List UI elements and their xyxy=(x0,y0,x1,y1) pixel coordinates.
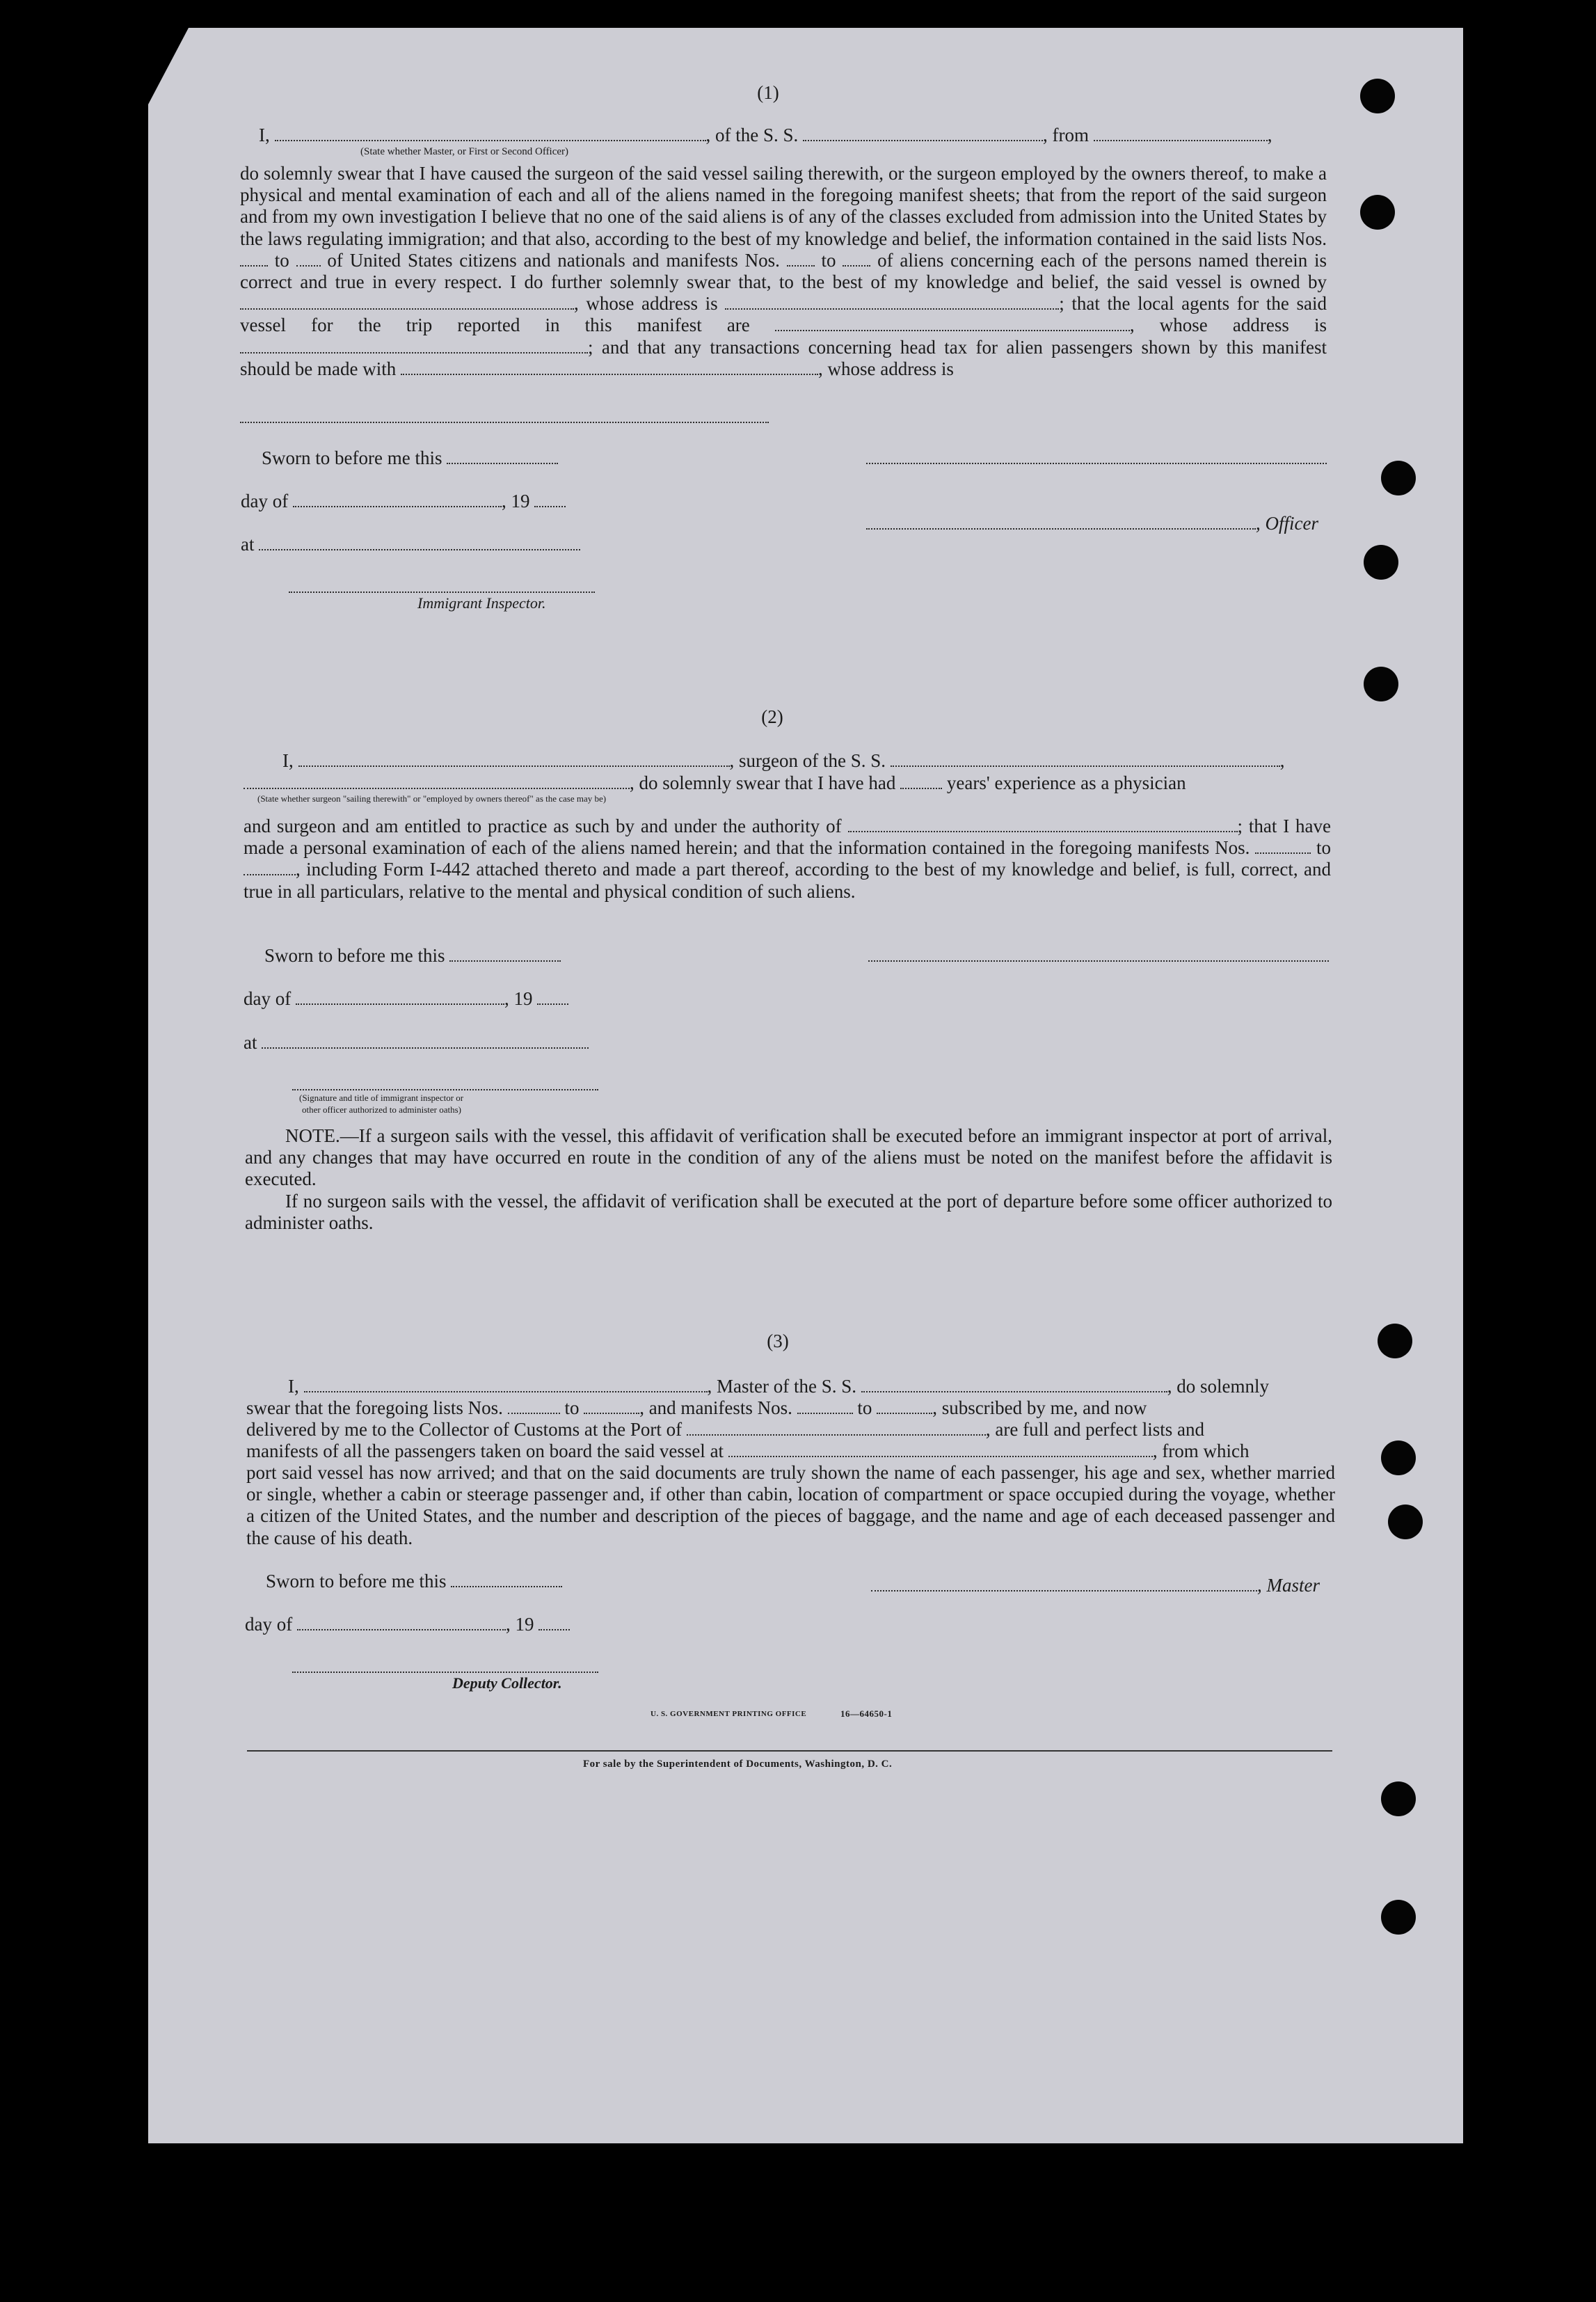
footer-rule xyxy=(247,1750,1332,1752)
officer-rank-caption: (State whether Master, or First or Second Officer) xyxy=(360,146,569,157)
section-3-line-3: delivered by me to the Collector of Customs at the Port of , are full and perfect lists and xyxy=(246,1419,1205,1440)
section-2-heading: (2) xyxy=(761,706,783,727)
sworn-line: Sworn to before me this xyxy=(262,447,558,468)
surgeon-status-field[interactable] xyxy=(244,775,630,789)
day-of-field[interactable] xyxy=(293,493,502,507)
boarding-port-field[interactable] xyxy=(728,1443,1153,1457)
s3-manifests-to-field[interactable] xyxy=(877,1400,932,1414)
at-line: at xyxy=(241,534,580,555)
section-2-body: and surgeon and am entitled to practice as such by and under the authority of ; that I have made a personal examination of each of the aliens named herein; and that the information contained in the foregoing manifests Nos. to , including Form I-442 attached thereto and made a part thereof, according to the best of my knowledge and belief, is full, correct, and true in all particulars, relative to the mental and physical condition of such aliens. xyxy=(244,816,1332,902)
officer-name-field[interactable] xyxy=(275,127,706,141)
officer-signature-line[interactable] xyxy=(866,463,1327,464)
master-signature-field[interactable] xyxy=(871,1578,1257,1591)
surgeon-status-caption: (State whether surgeon "sailing therewith" or "employed by owners thereof" as the case may be) xyxy=(257,793,607,804)
punch-hole xyxy=(1381,1900,1416,1935)
master-name-field[interactable] xyxy=(304,1379,708,1392)
vessel-name-field[interactable] xyxy=(803,127,1043,141)
surgeon-name-field[interactable] xyxy=(298,753,730,767)
section-3-line-1: I, , Master of the S. S. , do solemnly xyxy=(288,1376,1269,1397)
s2-at-line: at xyxy=(244,1032,589,1053)
s2-at-place-field[interactable] xyxy=(262,1035,589,1049)
punch-hole xyxy=(1381,1440,1416,1475)
s3-lists-to-field[interactable] xyxy=(584,1400,639,1414)
s3-day-of-line: day of , 19 xyxy=(245,1614,570,1635)
from-port-field[interactable] xyxy=(1094,127,1268,141)
s2-day-of-field[interactable] xyxy=(296,991,504,1005)
year-field[interactable] xyxy=(534,493,566,507)
s3-year-field[interactable] xyxy=(538,1617,570,1630)
punch-hole xyxy=(1381,1781,1416,1816)
s2-sworn-line: Sworn to before me this xyxy=(264,945,561,966)
agents-address-field[interactable] xyxy=(240,340,588,354)
lists-from-field[interactable] xyxy=(240,253,268,267)
s2-sworn-date-field[interactable] xyxy=(449,948,561,962)
years-experience-field[interactable] xyxy=(900,775,942,789)
s2-manifests-from-field[interactable] xyxy=(1255,840,1311,854)
s2-manifests-to-field[interactable] xyxy=(244,862,296,875)
punch-hole xyxy=(1381,461,1416,495)
lists-to-field[interactable] xyxy=(296,253,321,267)
owner-field[interactable] xyxy=(240,296,574,310)
collector-port-field[interactable] xyxy=(687,1422,986,1436)
punch-hole xyxy=(1360,195,1395,230)
section-3-line-4: manifests of all the passengers taken on board the said vessel at , from which xyxy=(246,1440,1250,1461)
punch-hole xyxy=(1360,79,1395,113)
section-2-line-1: I, , surgeon of the S. S. , xyxy=(282,750,1285,771)
signature-caption-1: (Signature and title of immigrant inspector or xyxy=(299,1093,464,1103)
note-paragraph: NOTE.—If a surgeon sails with the vessel, this affidavit of verification shall be executed before an immigrant inspector at port of arrival, and any changes that may have occurred en route in the condition of any of the aliens must be noted on the manifest before the affidavit is executed. xyxy=(245,1125,1332,1190)
officer-signature-label: , Officer xyxy=(866,513,1318,534)
manifests-to-field[interactable] xyxy=(843,253,870,267)
immigrant-inspector-label: Immigrant Inspector. xyxy=(417,594,546,612)
punch-hole xyxy=(1364,667,1398,701)
s3-lists-from-field[interactable] xyxy=(508,1400,560,1414)
s3-day-of-field[interactable] xyxy=(297,1617,506,1630)
section-2-line-2: , do solemnly swear that I have had years' experience as a physician xyxy=(244,772,1186,793)
punch-hole xyxy=(1364,545,1398,580)
surgeon-signature-line[interactable] xyxy=(868,960,1329,962)
s3-vessel-field[interactable] xyxy=(861,1379,1167,1392)
for-sale-notice: For sale by the Superintendent of Documents, Washington, D. C. xyxy=(583,1759,893,1770)
master-signature-label: , Master xyxy=(871,1575,1320,1596)
s2-day-of-line: day of , 19 xyxy=(244,988,568,1009)
officer-name-line[interactable] xyxy=(866,516,1256,530)
section-3-heading: (3) xyxy=(767,1331,789,1351)
owner-address-field[interactable] xyxy=(725,296,1059,310)
signature-caption-2: other officer authorized to administer oaths) xyxy=(302,1104,461,1115)
s2-inspector-signature-line[interactable] xyxy=(292,1089,598,1090)
deputy-collector-label: Deputy Collector. xyxy=(452,1674,562,1692)
printing-office-imprint: U. S. GOVERNMENT PRINTING OFFICE xyxy=(651,1710,807,1718)
punch-hole xyxy=(1378,1324,1412,1358)
s3-sworn-date-field[interactable] xyxy=(451,1573,562,1587)
head-tax-address-field[interactable] xyxy=(240,422,769,423)
surgeon-vessel-field[interactable] xyxy=(891,753,1280,767)
section-1-line-1: I, , of the S. S. , from , xyxy=(259,125,1272,145)
section-1-heading: (1) xyxy=(757,82,779,103)
head-tax-agent-field[interactable] xyxy=(401,361,818,375)
section-1-body: do solemnly swear that I have caused the surgeon of the said vessel sailing therewith, or the surgeon employed by the owners thereof, to make a physical and mental examination of each and all of the aliens named in the foregoing manifest sheets; that from the report of the said surgeon and from my own investigation I believe that no one of the said aliens is of any of the classes excluded from admission into the United States by the laws regulating immigration; and that also, according to the best of my knowledge and belief, the information contained in the said lists Nos. to of United States citizens and nationals and manifests Nos. to of aliens concerning each of the persons named therein is correct and true in every respect. I do further solemnly swear that, to the best of my knowledge and belief, the said vessel is owned by , whose address is ; that the local agents for the said vessel for the trip reported in this manifest are , whose address is ; and that any transactions concerning head tax for alien passengers shown by this manifest should be made with , whose address is xyxy=(240,163,1327,379)
section-3-line-2: swear that the foregoing lists Nos. to , and manifests Nos. to , subscribed by me, and now xyxy=(246,1397,1147,1418)
day-of-line: day of , 19 xyxy=(241,491,566,511)
note-paragraph-2: If no surgeon sails with the vessel, the affidavit of verification shall be executed at the port of departure before some officer authorized to administer oaths. xyxy=(245,1191,1332,1234)
s3-manifests-from-field[interactable] xyxy=(797,1400,853,1414)
form-code: 16—64650-1 xyxy=(840,1708,893,1719)
sworn-date-field[interactable] xyxy=(447,450,558,464)
section-3-body: port said vessel has now arrived; and that on the said documents are truly shown the name of each passenger, his age and sex, whether married or single, whether a cabin or steerage passenger and, if other than cabin, location of compartment or space occupied during the voyage, whether a citizen of the United States, and the number and description of the pieces of baggage, and the name and age of each deceased passenger and the cause of his death. xyxy=(246,1462,1335,1548)
s3-sworn-line: Sworn to before me this xyxy=(266,1571,562,1591)
at-place-field[interactable] xyxy=(259,537,580,550)
authority-field[interactable] xyxy=(848,818,1238,832)
s2-year-field[interactable] xyxy=(537,991,568,1005)
local-agents-field[interactable] xyxy=(775,317,1130,331)
punch-hole xyxy=(1388,1505,1423,1539)
manifests-from-field[interactable] xyxy=(787,253,815,267)
